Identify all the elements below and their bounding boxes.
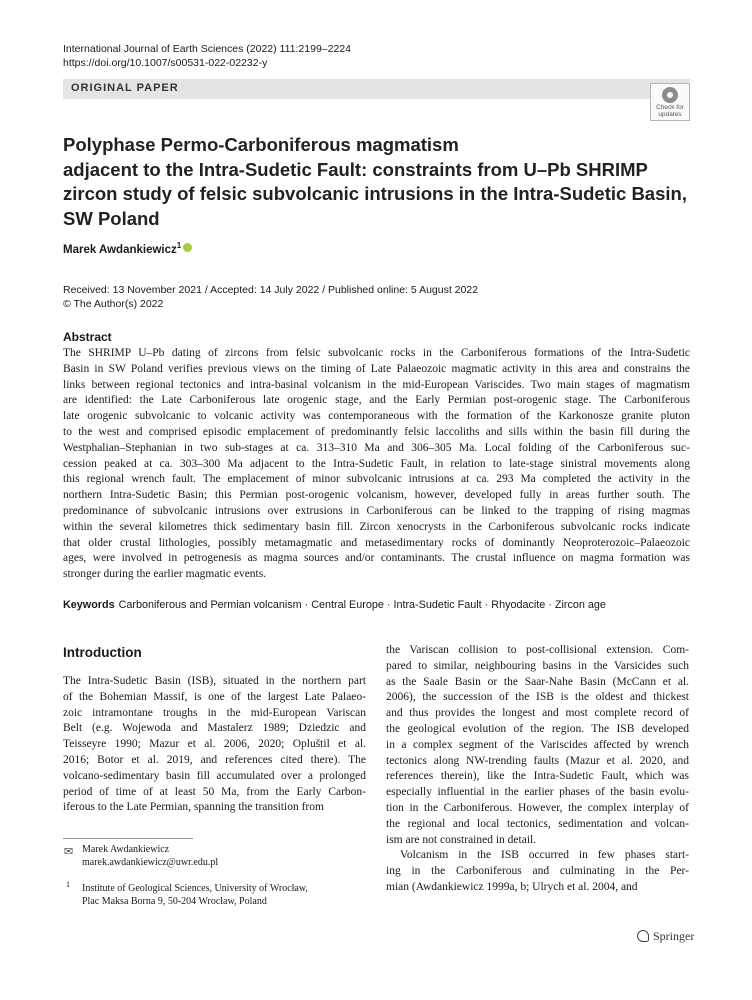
- paragraph-line: as the Saale Basin or the Saar-Nahe Basin (McCann et al.: [386, 675, 689, 688]
- paragraph-line: especially influential in the earlier phases of the basin evolu-: [386, 786, 689, 799]
- paragraph-line: tion in the Carboniferous. However, the complex interplay of: [386, 801, 689, 814]
- paper-type-bar: [63, 79, 690, 99]
- abstract-line: within the several kilometres thick sedimentary basin fill. Zircon xenocrysts in the Carboniferous subvolcanic rocks indicate: [63, 520, 690, 533]
- footnote-divider: [63, 838, 193, 839]
- title-line: adjacent to the Intra-Sudetic Fault: constraints from U–Pb SHRIMP: [63, 158, 648, 180]
- orcid-icon[interactable]: [183, 243, 192, 252]
- paragraph-line: Belt (e.g. Wojewoda and Mastalerz 1989; Dziedzic and: [63, 722, 366, 735]
- check-for-updates-badge[interactable]: [650, 83, 690, 121]
- keywords-label: Keywords: [63, 599, 115, 611]
- check-for-updates-icon: [662, 87, 678, 103]
- paragraph-line: pared to similar, neighbouring basins in the Varsicides such: [386, 659, 689, 672]
- paragraph-line: the regional and local tectonics, sedimentation and volcan-: [386, 817, 689, 830]
- abstract-line: stronger during the earlier magmatic events.: [63, 568, 267, 581]
- paragraph-line: and thus provides the longest and most complete record of: [386, 707, 689, 720]
- paragraph-line: volcano-sedimentary basin fill accumulated over a prolonged: [63, 769, 366, 782]
- title-line: Polyphase Permo-Carboniferous magmatism: [63, 134, 459, 155]
- abstract-line: links between regional tectonics and intra-basinal volcanism in the mid-European Variscides. Two main stages of magmatism: [63, 378, 690, 391]
- keywords-row: [63, 599, 606, 611]
- abstract-line: northern Intra-Sudetic Basin; this Permian post-orogenic volcanism, however, developed fully in areas further south. The: [63, 489, 690, 502]
- abstract-line: Basin in SW Poland verifies previous views on the timing of Late Palaeozoic magmatic activity in this area and constrains the: [63, 362, 690, 375]
- abstract-heading: Abstract: [63, 330, 112, 344]
- paragraph-line: references therein), like the Intra-Sudetic Fault, which was: [386, 770, 689, 783]
- author-row: [63, 241, 192, 256]
- doi-link[interactable]: https://doi.org/10.1007/s00531-022-02232-y: [63, 57, 268, 69]
- paragraph-line: ing in the Carboniferous and culminating in the Per-: [386, 865, 689, 878]
- abstract-line: that older crustal lithologies, possibly metamagmatic and metasedimentary rocks of dominantly Neoproterozoic–Palaeozoic: [63, 536, 690, 549]
- author-name[interactable]: Marek Awdankiewicz: [63, 243, 177, 256]
- paragraph-line: iferous to the Late Permian, spanning the transition from: [63, 801, 324, 814]
- abstract-line: to the west and comprised episodic emplacement of predominantly felsic laccoliths and sills within the basin fill during the: [63, 425, 690, 438]
- paragraph-line: the geological evolution of the region. The ISB developed: [386, 722, 689, 735]
- abstract-line: The SHRIMP U–Pb dating of zircons from felsic subvolcanic rocks in the Carboniferous formations of the Intra-Sudetic: [63, 347, 690, 359]
- journal-citation: International Journal of Earth Sciences (2022) 111:2199–2224: [63, 43, 351, 55]
- abstract-body: [63, 346, 690, 583]
- check-for-updates-text: Check for updates: [656, 104, 684, 118]
- publisher-name: Springer: [653, 929, 695, 943]
- affiliation-line: Plac Maksa Borna 9, 50-204 Wrocław, Poland: [82, 896, 267, 907]
- paragraph-line: ism are not constrained in detail.: [386, 833, 537, 846]
- paragraph-line: mian (Awdankiewicz 1999a, b; Ulrych et al. 2004, and: [386, 880, 638, 893]
- springer-horse-icon: [637, 930, 649, 942]
- paragraph-line: Volcanism in the ISB occurred in few phases start-: [400, 849, 689, 862]
- springer-logo: [637, 929, 694, 944]
- contact-email[interactable]: marek.awdankiewicz@uwr.edu.pl: [82, 857, 219, 868]
- author-affiliation-sup: 1: [176, 241, 182, 250]
- paragraph-line: zoic intramontane troughs in the mid-European Variscan: [63, 706, 366, 719]
- abstract-line: this regional wrench fault. The emplacement of minor subvolcanic intrusions at ca. 293 Ma completed the activity in the: [63, 473, 690, 486]
- paragraph-line: period of time of at least 50 Ma, from the Early Carbon-: [63, 785, 366, 798]
- affiliation-sup: 1: [66, 880, 70, 889]
- affiliation-line: Institute of Geological Sciences, University of Wrocław,: [82, 883, 308, 894]
- abstract-line: predominance of subvolcanic intrusions over extrusions in Carboniferous can be linked to the trapping of rising magmas: [63, 504, 690, 517]
- introduction-heading: Introduction: [63, 645, 142, 660]
- paragraph-line: Teisseyre 1990; Mazur et al. 2006, 2020; Opluštil et al.: [63, 738, 366, 751]
- copyright: © The Author(s) 2022: [63, 298, 164, 310]
- paragraph-line: 2006), the succession of the ISB is the oldest and thickest: [386, 691, 689, 704]
- abstract-line: ages, were involved in petrogenesis as magma sources and/or contaminants. The crustal influence on magma formation was: [63, 552, 690, 565]
- paragraph-line: in a complex segment of the Variscides affected by wrench: [386, 738, 689, 751]
- paragraph-line: 2016; Botor et al. 2019, and references cited there). The: [63, 753, 366, 766]
- paragraph-line: the Variscan collision to post-collisional extension. Com-: [386, 644, 689, 656]
- introduction-left-column: [63, 674, 366, 816]
- contact-name: Marek Awdankiewicz: [82, 844, 170, 855]
- abstract-line: late orogenic subvolcanic to volcanic activity was contemporaneous with the formation of the Karkonosze granite pluton: [63, 410, 690, 423]
- abstract-line: cession peaked at ca. 303–300 Ma adjacent to the Intra-Sudetic Fault, in relation to late-stage sinistral movements along: [63, 457, 690, 470]
- introduction-right-column: [386, 643, 689, 896]
- abstract-line: are identified: the Late Carboniferous late orogenic stage, and the Early Permian post-orogenic stage. The Carboniferous: [63, 394, 690, 407]
- title-line: zircon study of felsic subvolcanic intrusions in the Intra-Sudetic Basin,: [63, 183, 687, 204]
- paper-type-label: ORIGINAL PAPER: [71, 82, 179, 94]
- abstract-line: Westphalian–Stephanian in two sub-stages at ca. 313–310 Ma and 306–305 Ma. Local folding of the Carboniferous suc-: [63, 441, 690, 454]
- paragraph-line: tectonics along NW-trending faults (Mazur et al. 2020, and: [386, 754, 689, 767]
- title-line: SW Poland: [63, 207, 160, 229]
- keywords-text: Carboniferous and Permian volcanism · Central Europe · Intra-Sudetic Fault · Rhyodacite · Zircon age: [118, 599, 606, 611]
- mail-icon: ✉: [64, 846, 74, 858]
- paragraph-line: The Intra-Sudetic Basin (ISB), situated in the northern part: [63, 675, 366, 687]
- paper-title: [63, 133, 687, 231]
- paragraph-line: of the Bohemian Massif, is one of the largest Late Palaeo-: [63, 690, 366, 703]
- publication-dates: Received: 13 November 2021 / Accepted: 14 July 2022 / Published online: 5 August 2022: [63, 284, 479, 296]
